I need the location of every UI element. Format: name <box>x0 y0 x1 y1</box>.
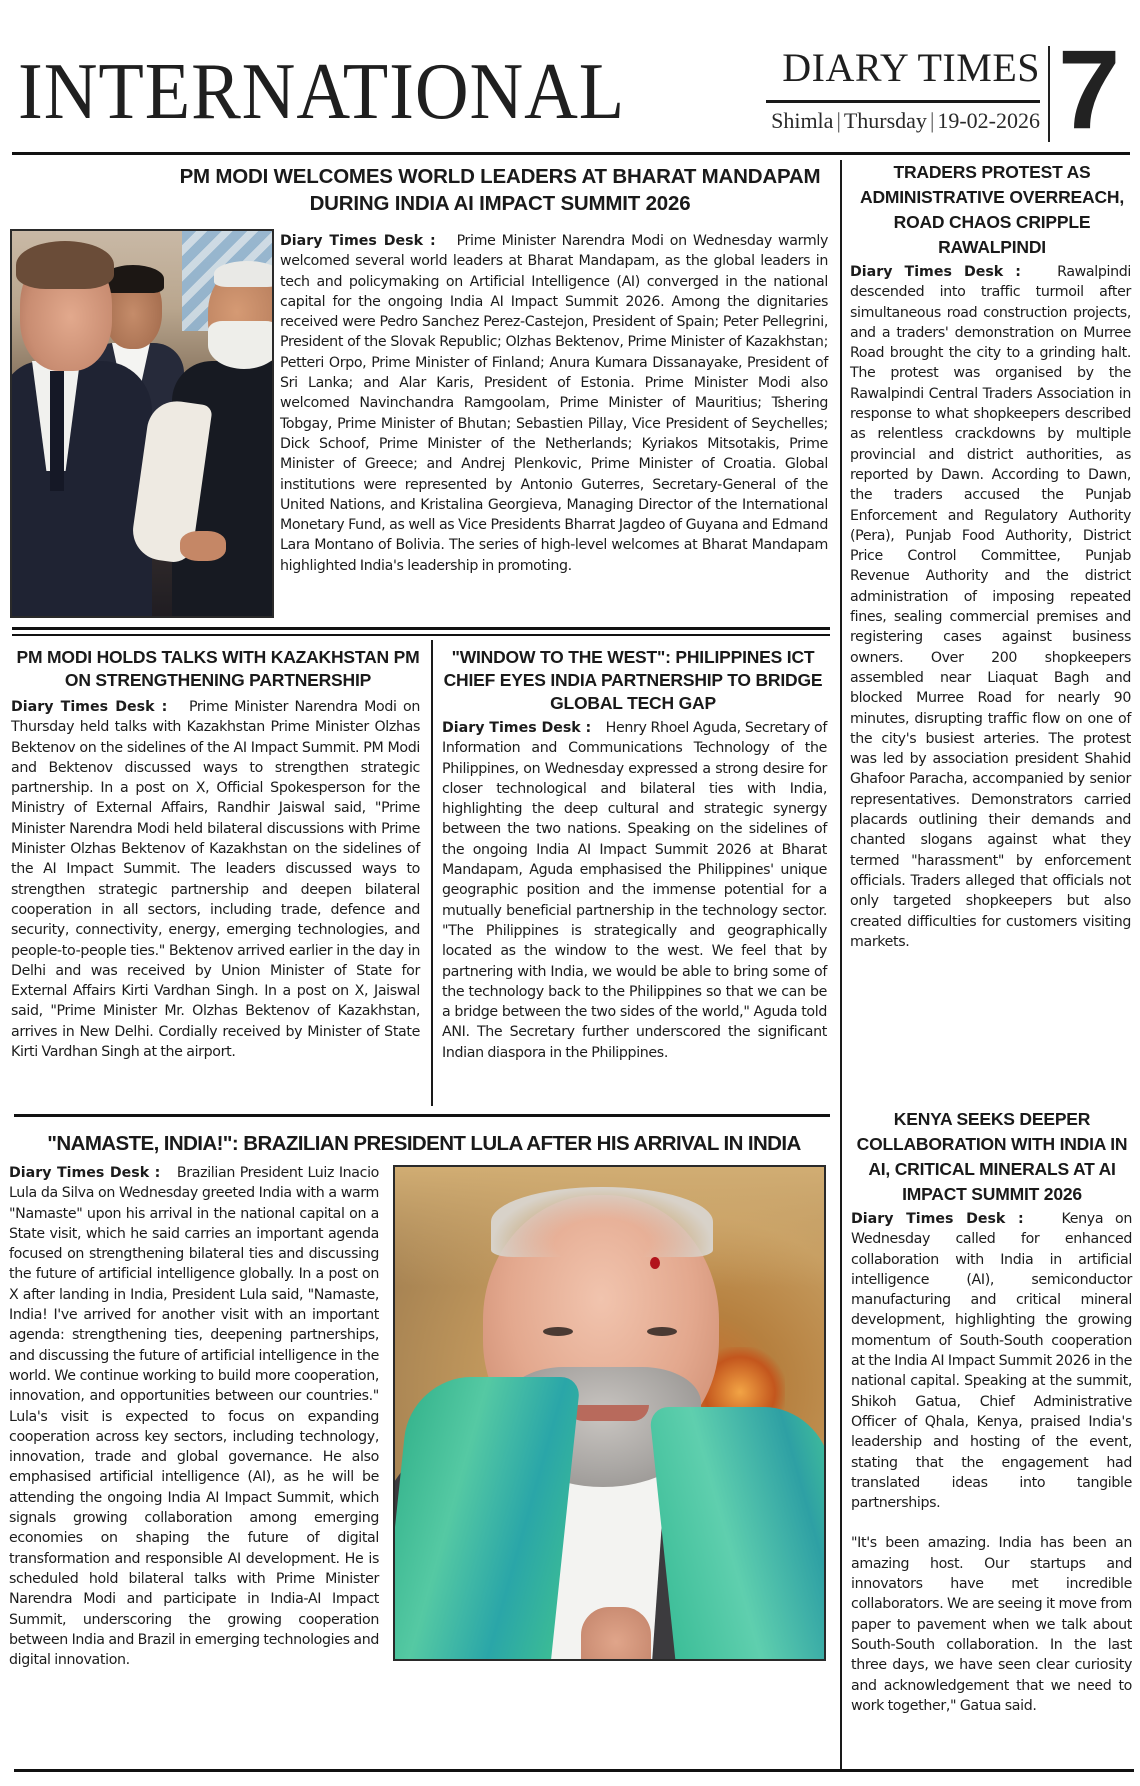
dateline-city: Shimla <box>771 108 834 133</box>
headline: PM MODI HOLDS TALKS WITH KAZAKHSTAN PM ON STRENGTHENING PARTNERSHIP <box>16 647 420 690</box>
page-number: 7 <box>1058 27 1121 152</box>
dateline <box>742 108 1040 134</box>
headline: "NAMASTE, INDIA!": BRAZILIAN PRESIDENT LULA AFTER HIS ARRIVAL IN INDIA <box>47 1132 801 1155</box>
byline: Diary Times Desk : <box>280 233 436 249</box>
footer-rule <box>14 1769 1134 1772</box>
section-rule <box>14 1114 830 1117</box>
article-text: Prime Minister Narendra Modi on Thursday held talks with Kazakhstan Prime Minister Olzhas Bektenov on the sidelines of the AI Impact Summit. PM Modi and Bektenov discussed ways to strengthen strategic partnership. In a post on X, Official Spokesperson for the Ministry of External Affairs, Randhir Jaiswal said, "Prime Minister Narendra Modi held bilateral discussions with Prime Minister Olzhas Bektenov of Kazakhstan on the sidelines of the AI Impact Summit. The leaders discussed ways to strengthen strategic partnership and deepen bilateral cooperation in all sectors, including trade, defence and security, connectivity, energy, emerging technologies, and people-to-people ties." Bektenov arrived earlier in the day in Delhi and was received by Union Minister of State for External Affairs Kirti Vardhan Singh. In a post on X, Jaiswal said, "Prime Minister Mr. Olzhas Bektenov of Kazakhstan, arrives in New Delhi. Cordially received by Minister of State Kirti Vardhan Singh at the airport. <box>11 699 420 1061</box>
article-text: Henry Rhoel Aguda, Secretary of Information and Communications Technology of the Philippines, on Wednesday expressed a strong desire for closer technological and bilateral ties with India, highlighting the deep cultural and strategic synergy between the two nations. Speaking on the sidelines of the ongoing India AI Impact Summit 2026 at Bharat Mandapam, Aguda emphasised the Philippines' unique geographic position and the immense potential for a mutually beneficial partnership in the technology sector. "The Philippines is strategically and geographically located as the window to the west. We feel that by partnering with India, we would be able to bring some of the technology back to the Philippines so that we can be a bridge between the two sides of the world," Aguda told ANI. The Secretary further underscored the significant Indian diaspora in the Philippines. <box>442 720 827 1061</box>
brand-underline <box>766 100 1040 103</box>
masthead-divider <box>1048 46 1050 142</box>
article-paragraph <box>851 1209 1132 1513</box>
section-title: INTERNATIONAL <box>18 48 626 136</box>
article-quote: "It's been amazing. India has been an amazing host. Our startups and innovators have met incredible collaborators. We are seeing it move from paper to pavement when we talk about South-South collaboration. In the last three days, we have seen clear curiosity and acknowledgement that we need to work together," Gatua said. <box>851 1535 1132 1714</box>
article-body <box>9 1163 379 1670</box>
article-text: Rawalpindi descended into traffic turmoil after simultaneous road construction projects, and a traders' demonstration on Murree Road brought the city to a grinding halt. The protest was organised by the Rawalpindi Central Traders Association in response to what shopkeepers described as relentless crackdowns by multiple provincial and district authorities, as reported by Dawn. According to Dawn, the traders accused the Punjab Enforcement and Regulatory Authority (Pera), Punjab Food Authority, District Price Control Committee, Punjab Revenue Authority and the district administration of imposing repeated fines, sealing commercial premises and registering cases against business owners. Over 200 shopkeepers assembled near Liaquat Bagh and blocked Murree Road for nearly 90 minutes, disrupting traffic flow on one of the city's busiest arteries. The protest was led by association president Shahid Ghafoor Paracha, accompanied by senior representatives. Demonstrators carried placards outlining their demands and chanted slogans against what they termed "harassment" by enforcement officials. Traders alleged that officials not only targeted shopkeepers but also created difficulties for customers visiting markets. <box>850 264 1131 950</box>
masthead <box>0 0 1140 152</box>
section-rule <box>12 627 830 630</box>
column-divider <box>840 160 842 1772</box>
dateline-date: 19-02-2026 <box>937 108 1040 133</box>
headline: PM MODI WELCOMES WORLD LEADERS AT BHARAT MANDAPAM DURING INDIA AI IMPACT SUMMIT 2026 <box>179 165 821 215</box>
article-body <box>280 231 828 576</box>
dateline-separator: | <box>836 108 841 133</box>
article-body <box>11 697 420 1062</box>
headline: KENYA SEEKS DEEPER COLLABORATION WITH INDIA IN AI, CRITICAL MINERALS AT AI IMPACT SUMMIT 2026 <box>856 1109 1128 1204</box>
article-body <box>851 1209 1132 1716</box>
photo-modi-world-leaders <box>10 229 274 618</box>
article-text: Brazilian President Luiz Inacio Lula da Silva on Wednesday greeted India with a warm "Namaste" upon his arrival in the national capital on a State visit, which he said carries an important agenda focused on strengthening bilateral ties and discussing the future of artificial intelligence globally. In a post on X after landing in India, President Lula said, "Namaste, India! I've arrived for another visit with an important agenda: strengthening ties, deepening partnerships, and discussing the future of artificial intelligence in the world. We continue working to build more cooperation, innovation, and opportunities between our countries." Lula's visit is expected to focus on expanding cooperation across key sectors, including technology, innovation, trade and global governance. He also emphasised artificial intelligence (AI), as he will be attending the ongoing India AI Impact Summit, which signals growing collaboration among emerging economies on shaping the future of digital transformation and responsible AI development. He is scheduled hold bilateral talks with Prime Minister Narendra Modi and participate in India-AI Impact Summit, underscoring the growing cooperation between India and Brazil in emerging technologies and digital innovation. <box>9 1165 380 1669</box>
byline: Diary Times Desk : <box>11 699 168 715</box>
dateline-separator: | <box>929 108 935 133</box>
newspaper-brand: DIARY TIMES <box>782 45 1040 90</box>
byline: Diary Times Desk : <box>851 1211 1024 1227</box>
article-text: Prime Minister Narendra Modi on Wednesday warmly welcomed several world leaders at Bharat Mandapam, as the global leaders in tech and policymaking on Artificial Intelligence (AI) converged in the national capital for the ongoing India AI Impact Summit 2026. Among the dignitaries received were Pedro Sanchez Perez-Castejon, President of Spain; Peter Pellegrini, President of the Slovak Republic; Olzhas Bektenov, Prime Minister of Kazakhstan; Petteri Orpo, Prime Minister of Finland; Anura Kumara Dissanayake, President of Sri Lanka; and Alar Karis, President of Estonia. Prime Minister Modi also welcomed Navinchandra Ramgoolam, Prime Minister of Mauritius; Tshering Tobgay, Prime Minister of Bhutan; Sebastien Pillay, Vice President of Seychelles; Dick Schoof, Prime Minister of the Netherlands; Kyriakos Mitsotakis, Prime Minister of Greece; and Andrej Plenkovic, Prime Minister of Croatia. Global institutions were represented by Antonio Guterres, Secretary-General of the United Nations, and Kristalina Georgieva, Managing Director of the International Monetary Fund, as well as Vice Presidents Bharrat Jagdeo of Guyana and Edmand Lara Montano of Bolivia. The series of high-level welcomes at Bharat Mandapam highlighted India's leadership in promoting. <box>280 233 828 574</box>
section-rule <box>12 634 830 636</box>
column-divider <box>431 640 433 1106</box>
byline: Diary Times Desk : <box>850 264 1021 280</box>
byline: Diary Times Desk : <box>442 720 592 736</box>
article-text: Kenya on Wednesday called for enhanced collaboration with India in artificial intelligence (AI), semiconductor manufacturing and critical mineral development, highlighting the growing momentum of South-South cooperation at the India AI Impact Summit 2026 in the national capital. Speaking at the summit, Shikoh Gatua, Chief Administrative Officer of Qhala, Kenya, praised India's leadership and hosting of the event, stating that the engagement had translated ideas into tangible partnerships. <box>851 1211 1132 1512</box>
dateline-day: Thursday <box>843 108 927 133</box>
article-body <box>442 718 827 1063</box>
headline: "WINDOW TO THE WEST": PHILIPPINES ICT CHIEF EYES INDIA PARTNERSHIP TO BRIDGE GLOBAL TECH GAP <box>443 647 823 713</box>
byline: Diary Times Desk : <box>9 1165 161 1181</box>
headline: TRADERS PROTEST AS ADMINISTRATIVE OVERREACH, ROAD CHAOS CRIPPLE RAWALPINDI <box>860 162 1124 257</box>
article-body <box>850 262 1131 952</box>
masthead-rule <box>12 152 1130 155</box>
photo-lula <box>393 1165 826 1661</box>
